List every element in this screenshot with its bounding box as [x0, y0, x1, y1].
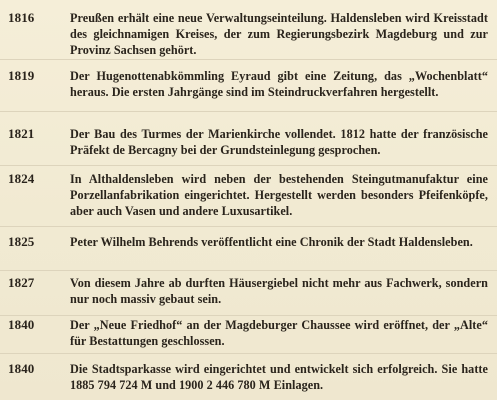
entry-text: Der „Neue Friedhof“ an der Magdeburger Chaussee wird eröffnet, der „Alte“ für Bestattungen geschlossen.	[70, 318, 488, 348]
entry-year: 1840	[8, 317, 35, 332]
entry-year: 1827	[8, 275, 35, 290]
entry-year: 1840	[8, 361, 35, 376]
chronicle-entry	[0, 126, 497, 166]
entry-year: 1819	[8, 68, 35, 83]
chronicle-entry	[0, 361, 497, 398]
chronicle-entry	[0, 234, 497, 271]
entry-text: Peter Wilhelm Behrends veröffentlicht eine Chronik der Stadt Haldensleben.	[70, 235, 473, 249]
entry-text: Von diesem Jahre ab durften Häusergiebel nicht mehr aus Fachwerk, sondern nur noch massiv gebaut sein.	[70, 276, 488, 306]
entry-text: Der Bau des Turmes der Marienkirche vollendet. 1812 hatte der französische Präfekt de Bercagny bei der Grundsteinlegung gesprochen.	[70, 127, 488, 157]
chronicle-entry	[0, 275, 497, 316]
entry-text: Der Hugenottenabkömmling Eyraud gibt eine Zeitung, das „Wochenblatt“ heraus. Die ersten Jahrgänge sind im Steindruckverfahren hergestellt.	[70, 69, 488, 99]
entry-year: 1816	[8, 10, 35, 25]
entry-text: In Althaldensleben wird neben der bestehenden Steingutmanufaktur eine Porzellanfabrikation eingerichtet. Hergestellt werden besonders Pfeifenköpfe, aber auch Vasen und andere Luxusartikel.	[70, 172, 488, 218]
chronicle-entry	[0, 68, 497, 112]
entry-text: Die Stadtsparkasse wird eingerichtet und entwickelt sich erfolgreich. Sie hatte 1885 794 724 M und 1900 2 446 780 M Einlagen.	[70, 362, 488, 392]
entry-text: Preußen erhält eine neue Verwaltungseinteilung. Haldensleben wird Kreisstadt des gleichnamigen Kreises, der zum Regierungsbezirk Magdeburg und zur Provinz Sachsen gehört.	[70, 11, 488, 57]
entry-year: 1821	[8, 126, 35, 141]
entry-year: 1824	[8, 171, 35, 186]
entry-year: 1825	[8, 234, 35, 249]
chronicle-entry	[0, 10, 497, 60]
chronicle-entry	[0, 317, 497, 354]
chronicle-entry	[0, 171, 497, 227]
